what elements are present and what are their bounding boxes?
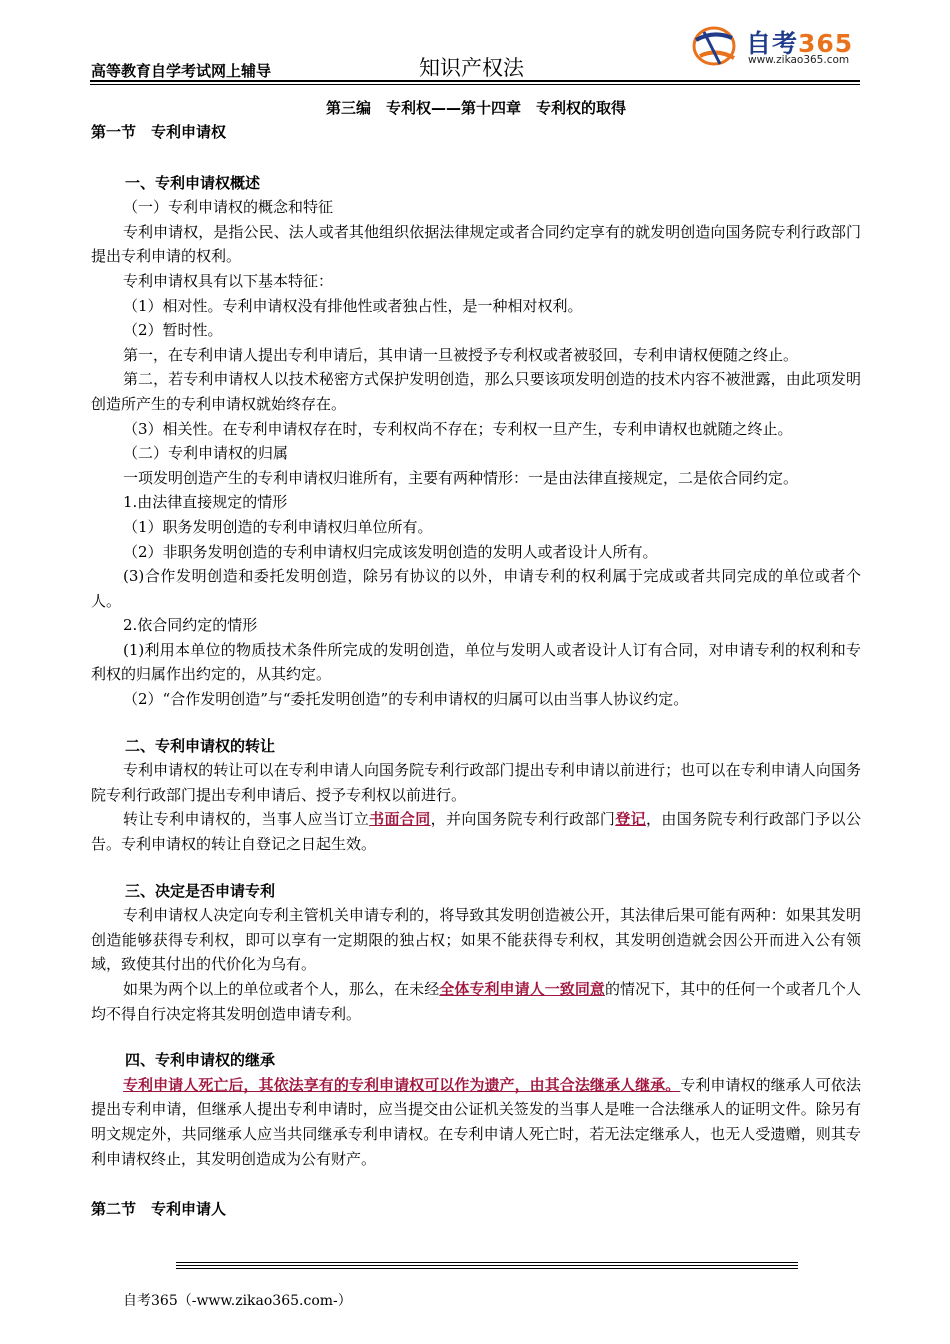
- paragraph: 专利申请权人决定向专利主管机关申请专利的，将导致其发明创造被公开，其法律后果可能有两种：如果其发明创造能够获得专利权，即可以享有一定期限的独占权；如果不能获得专利权，其发明创造就会因公开而进入公有领域，致使其付出的代价化为乌有。: [91, 906, 861, 974]
- paragraph: 2.依合同约定的情形: [123, 616, 258, 635]
- paragraph: (1)利用本单位的物质技术条件所完成的发明创造，单位与发明人或者设计人订有合同，对申请专利的权利和专利权的归属作出约定的，从其约定。: [91, 640, 861, 684]
- paragraph: 如果为两个以上的单位或者个人，那么，在未经全体专利申请人一致同意的情况下，其中的任何一个或者几个人均不得自行决定将其发明创造申请专利。: [91, 980, 861, 1023]
- footer-text: 自考365（-www.zikao365.com-）: [123, 1293, 352, 1309]
- paragraph: （2）暂时性。: [123, 321, 223, 340]
- heading-4: 四、专利申请权的继承: [125, 1051, 276, 1070]
- heading-2: 二、专利申请权的转让: [125, 736, 276, 755]
- highlight-written-contract: 书面合同: [369, 810, 431, 829]
- paragraph: 专利申请权具有以下基本特征：: [123, 271, 334, 290]
- header-left-text: 高等教育自学考试网上辅导: [91, 62, 272, 80]
- paragraph: （3）相关性。在专利申请权存在时，专利权尚不存在；专利权一旦产生，专利申请权也就随之终止。: [123, 419, 793, 438]
- logo-text: 自考365: [746, 29, 854, 58]
- highlight-registration: 登记: [615, 810, 646, 829]
- paragraph: （2）“合作发明创造”与“委托发明创造”的专利申请权的归属可以由当事人协议约定。: [123, 690, 689, 709]
- header-divider-thin: [90, 84, 860, 85]
- paragraph: 第二，若专利申请权人以技术秘密方式保护发明创造，那么只要该项发明创造的技术内容不被泄露，由此项发明创造所产生的专利申请权就始终存在。: [91, 370, 861, 413]
- header-title: 知识产权法: [419, 56, 524, 80]
- paragraph: 1.由法律直接规定的情形: [123, 493, 288, 512]
- paragraph: （2）非职务发明创造的专利申请权归完成该发明创造的发明人或者设计人所有。: [123, 542, 658, 561]
- paragraph: 转让专利申请权的，当事人应当订立书面合同，并向国务院专利行政部门登记，由国务院专利行政部门予以公告。专利申请权的转让自登记之日起生效。: [91, 810, 861, 854]
- heading-1: 一、专利申请权概述: [125, 173, 261, 192]
- footer-divider: [176, 1265, 798, 1266]
- chapter-title: 第三编 专利权——第十四章 专利权的取得: [325, 99, 626, 117]
- subheading: （二）专利申请权的归属: [123, 444, 289, 463]
- paragraph: 专利申请人死亡后，其依法享有的专利申请权可以作为遗产，由其合法继承人继承。专利申请权的继承人可依法提出专利申请，但继承人提出专利申请时，应当提交由公证机关签发的当事人是唯一合法继承人的证明文件。除另有明文规定外，共同继承人应当共同继承专利申请权。在专利申请人死亡时，若无法定继承人，也无人受遗赠，则其专利申请权终止，其发明创造成为公有财产。: [91, 1075, 861, 1168]
- paragraph: 一项发明创造产生的专利申请权归谁所有，主要有两种情形：一是由法律直接规定，二是依合同约定。: [123, 468, 799, 487]
- paragraph: 专利申请权，是指公民、法人或者其他组织依据法律规定或者合同约定享有的就发明创造向国务院专利行政部门提出专利申请的权利。: [91, 222, 861, 266]
- highlight-unanimous-consent: 全体专利申请人一致同意: [439, 980, 605, 998]
- paragraph: (3)合作发明创造和委托发明创造，除另有协议的以外，申请专利的权利属于完成或者共同完成的单位或者个人。: [91, 567, 861, 610]
- paragraph: 专利申请权的转让可以在专利申请人向国务院专利行政部门提出专利申请以前进行；也可以在专利申请人向国务院专利行政部门提出专利申请后、授予专利权以前进行。: [91, 761, 861, 804]
- paragraph: （1）职务发明创造的专利申请权归单位所有。: [123, 517, 433, 536]
- section-title: 第二节 专利申请人: [91, 1200, 227, 1219]
- footer-divider: [176, 1268, 798, 1269]
- header-divider: [90, 80, 860, 82]
- heading-3: 三、决定是否申请专利: [125, 881, 276, 900]
- highlight-inheritance: 专利申请人死亡后，其依法享有的专利申请权可以作为遗产，由其合法继承人继承。: [123, 1075, 681, 1094]
- subheading: （一）专利申请权的概念和特征: [123, 198, 334, 217]
- section-title: 第一节 专利申请权: [91, 123, 227, 141]
- logo-url[interactable]: www.zikao365.com: [748, 54, 850, 66]
- document-body: [91, 96, 861, 1222]
- footer-divider: [176, 1262, 798, 1263]
- paragraph: （1）相对性。专利申请权没有排他性或者独占性，是一种相对权利。: [123, 296, 583, 315]
- paragraph: 第一，在专利申请人提出专利申请后，其申请一旦被授予专利权或者被驳回，专利申请权便随之终止。: [123, 345, 799, 364]
